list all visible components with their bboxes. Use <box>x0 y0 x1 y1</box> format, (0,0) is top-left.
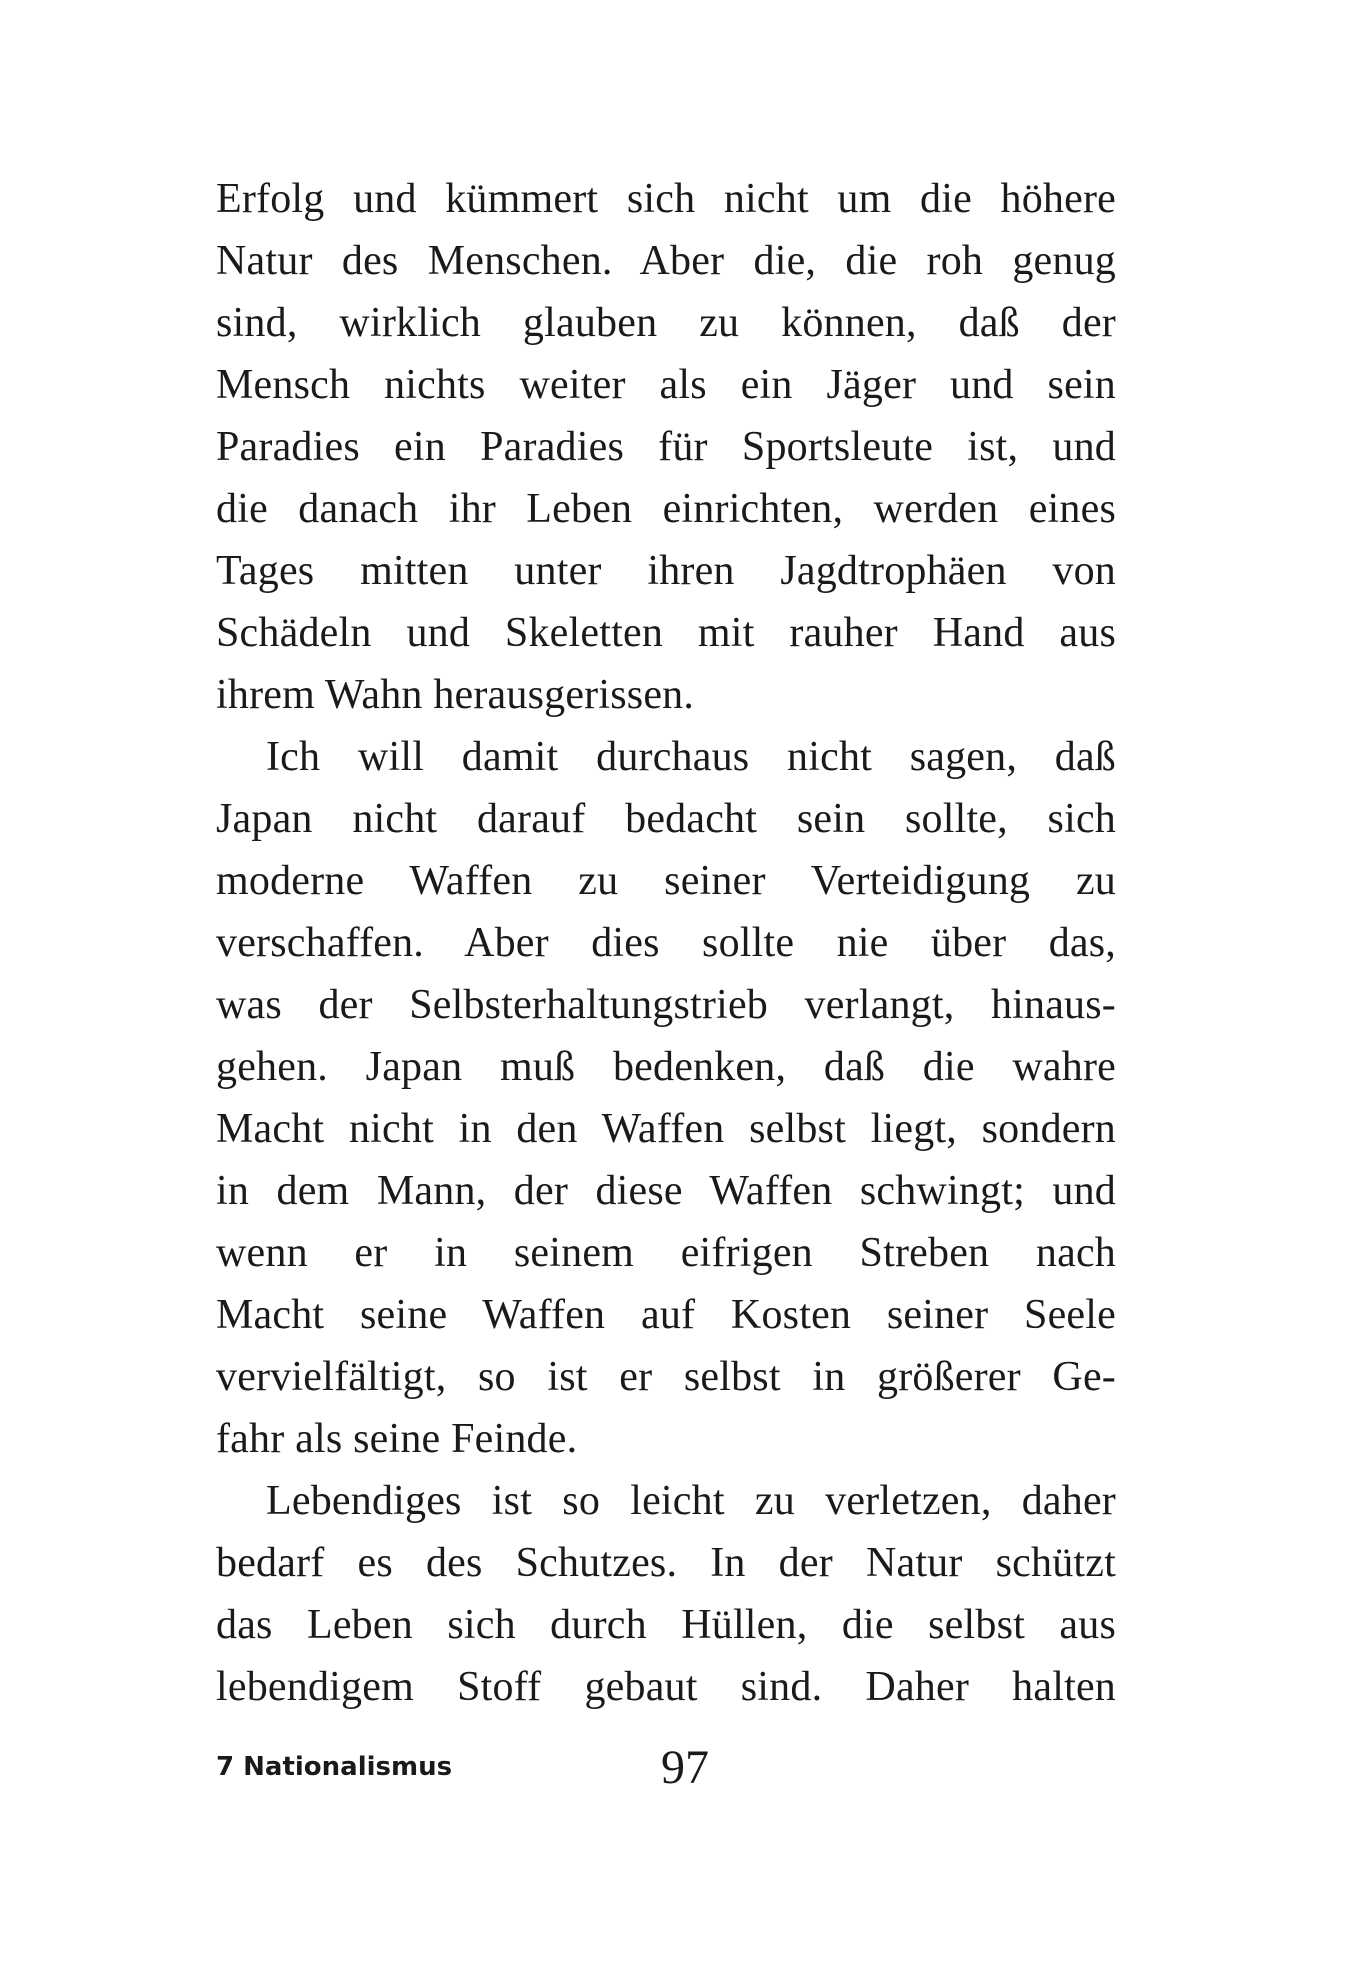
text-line: lebendigem Stoff gebaut sind. Daher halten <box>216 1664 1116 1710</box>
text-line: Lebendiges ist so leicht zu verletzen, daher <box>266 1478 1116 1524</box>
text-line: sind, wirklich glauben zu können, daß der <box>216 300 1116 346</box>
text-line: Natur des Menschen. Aber die, die roh genug <box>216 238 1116 284</box>
text-line: fahr als seine Feinde. <box>216 1416 578 1462</box>
text-line: moderne Waffen zu seiner Verteidigung zu <box>216 858 1116 904</box>
text-line: Macht seine Waffen auf Kosten seiner Seele <box>216 1292 1116 1338</box>
text-line: Mensch nichts weiter als ein Jäger und sein <box>216 362 1116 408</box>
text-line: was der Selbsterhaltungstrieb verlangt, hinaus- <box>216 982 1116 1028</box>
text-line: vervielfältigt, so ist er selbst in größerer Ge- <box>216 1354 1116 1400</box>
printer-signature: 7 Nationalismus <box>216 1752 453 1782</box>
text-line: das Leben sich durch Hüllen, die selbst aus <box>216 1602 1116 1648</box>
text-line: ihrem Wahn herausgerissen. <box>216 672 695 718</box>
body-text <box>216 168 1116 1718</box>
text-line: die danach ihr Leben einrichten, werden eines <box>216 486 1116 532</box>
text-line: Paradies ein Paradies für Sportsleute ist, und <box>216 424 1116 470</box>
text-line: Macht nicht in den Waffen selbst liegt, sondern <box>216 1106 1116 1152</box>
text-line: wenn er in seinem eifrigen Streben nach <box>216 1230 1116 1276</box>
paragraph <box>216 726 1116 1470</box>
text-line: Ich will damit durchaus nicht sagen, daß <box>266 734 1116 780</box>
text-line: gehen. Japan muß bedenken, daß die wahre <box>216 1044 1116 1090</box>
text-line: bedarf es des Schutzes. In der Natur schützt <box>216 1540 1116 1586</box>
paragraph <box>216 1470 1116 1718</box>
text-line: Erfolg und kümmert sich nicht um die höhere <box>216 176 1116 222</box>
text-line: Tages mitten unter ihren Jagdtrophäen von <box>216 548 1116 594</box>
text-line: verschaffen. Aber dies sollte nie über das, <box>216 920 1116 966</box>
text-line: Schädeln und Skeletten mit rauher Hand aus <box>216 610 1116 656</box>
text-line: in dem Mann, der diese Waffen schwingt; und <box>216 1168 1116 1214</box>
paragraph <box>216 168 1116 726</box>
text-line: Japan nicht darauf bedacht sein sollte, sich <box>216 796 1116 842</box>
page-number: 97 <box>661 1741 709 1794</box>
